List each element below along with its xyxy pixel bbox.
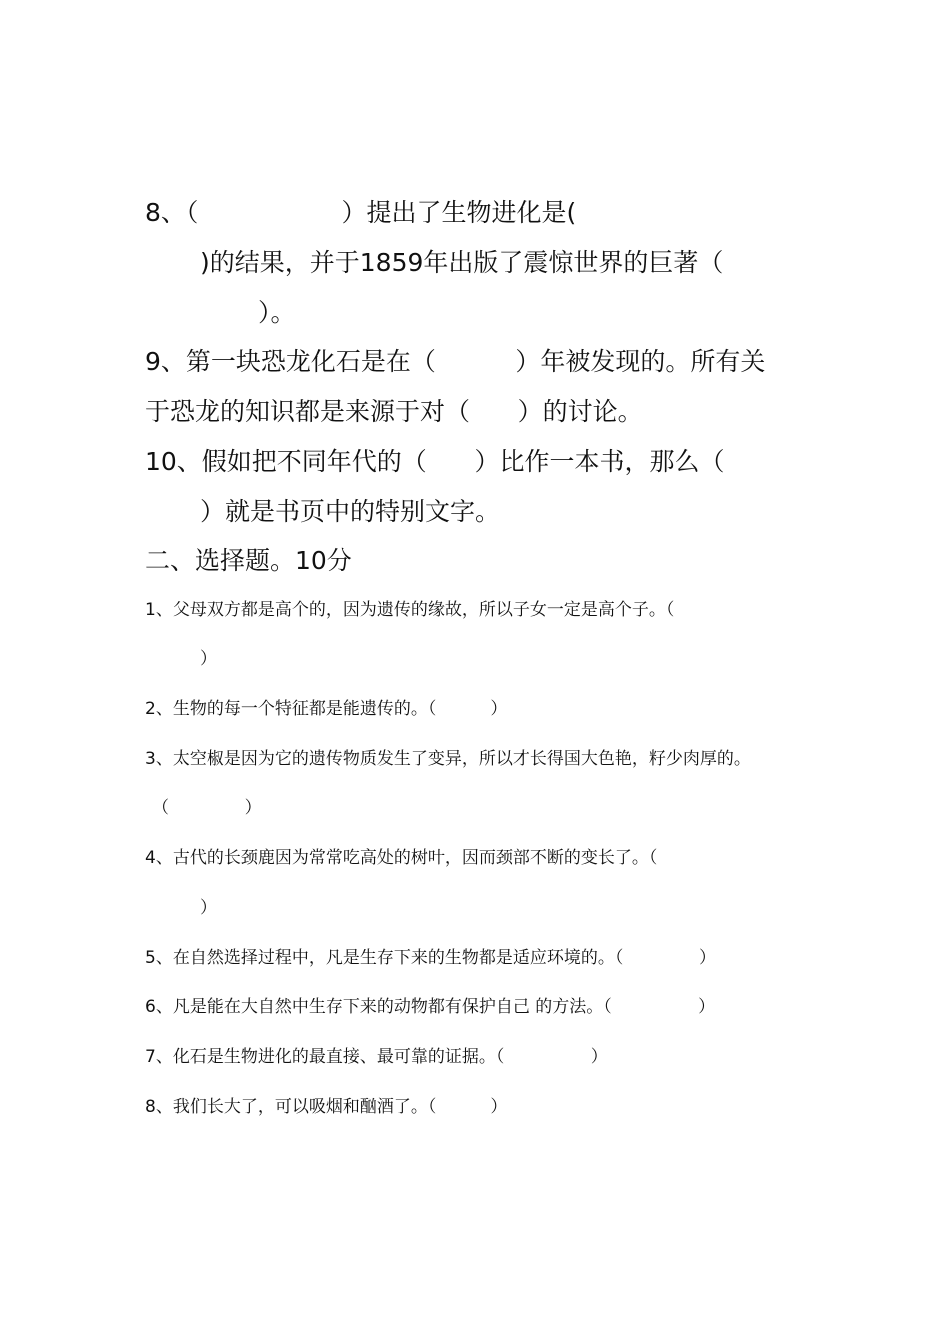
judge-q5-line1: 5、在自然选择过程中，凡是生存下来的生物都是适应环境的。（ ） <box>145 948 716 968</box>
judge-q6-line1: 6、凡是能在大自然中生存下来的动物都有保护自己 的方法。（ ） <box>145 997 716 1017</box>
fill-q9-line1: 9、第一块恐龙化石是在（ ）年被发现的。所有关 <box>145 347 766 376</box>
judge-q1-line1: 1、父母双方都是高个的，因为遗传的缘故，所以子女一定是高个子。（ <box>145 600 675 620</box>
fill-q8-line2: )的结果，并于1859年出版了震惊世界的巨著（ <box>200 248 724 277</box>
judge-q7-line1: 7、化石是生物进化的最直接、最可靠的证据。（ ） <box>145 1047 608 1067</box>
fill-q10-line1: 10、假如把不同年代的（ ）比作一本书，那么（ <box>145 447 725 476</box>
judge-q8-line1: 8、我们长大了，可以吸烟和酗酒了。（ ） <box>145 1097 508 1117</box>
judge-q3-line1: 3、太空椒是因为它的遗传物质发生了变异，所以才长得国大色艳，籽少肉厚的。 <box>145 749 751 769</box>
judge-q4-line1: 4、古代的长颈鹿因为常常吃高处的树叶，因而颈部不断的变长了。（ <box>145 848 658 868</box>
fill-q9-line2: 于恐龙的知识都是来源于对（ ）的讨论。 <box>145 397 643 426</box>
judge-q1-line2: ） <box>200 649 217 669</box>
fill-q8-line1: 8、（ ）提出了生物进化是( <box>145 198 577 227</box>
judge-q2-line1: 2、生物的每一个特征都是能遗传的。（ ） <box>145 699 508 719</box>
judge-q3-line2: （ ） <box>152 798 262 818</box>
judge-q4-line2: ） <box>200 898 217 918</box>
section-heading: 二、选择题。10分 <box>145 546 352 575</box>
fill-q8-line3: ）。 <box>258 298 296 327</box>
fill-q10-line2: ）就是书页中的特别文字。 <box>200 497 501 526</box>
